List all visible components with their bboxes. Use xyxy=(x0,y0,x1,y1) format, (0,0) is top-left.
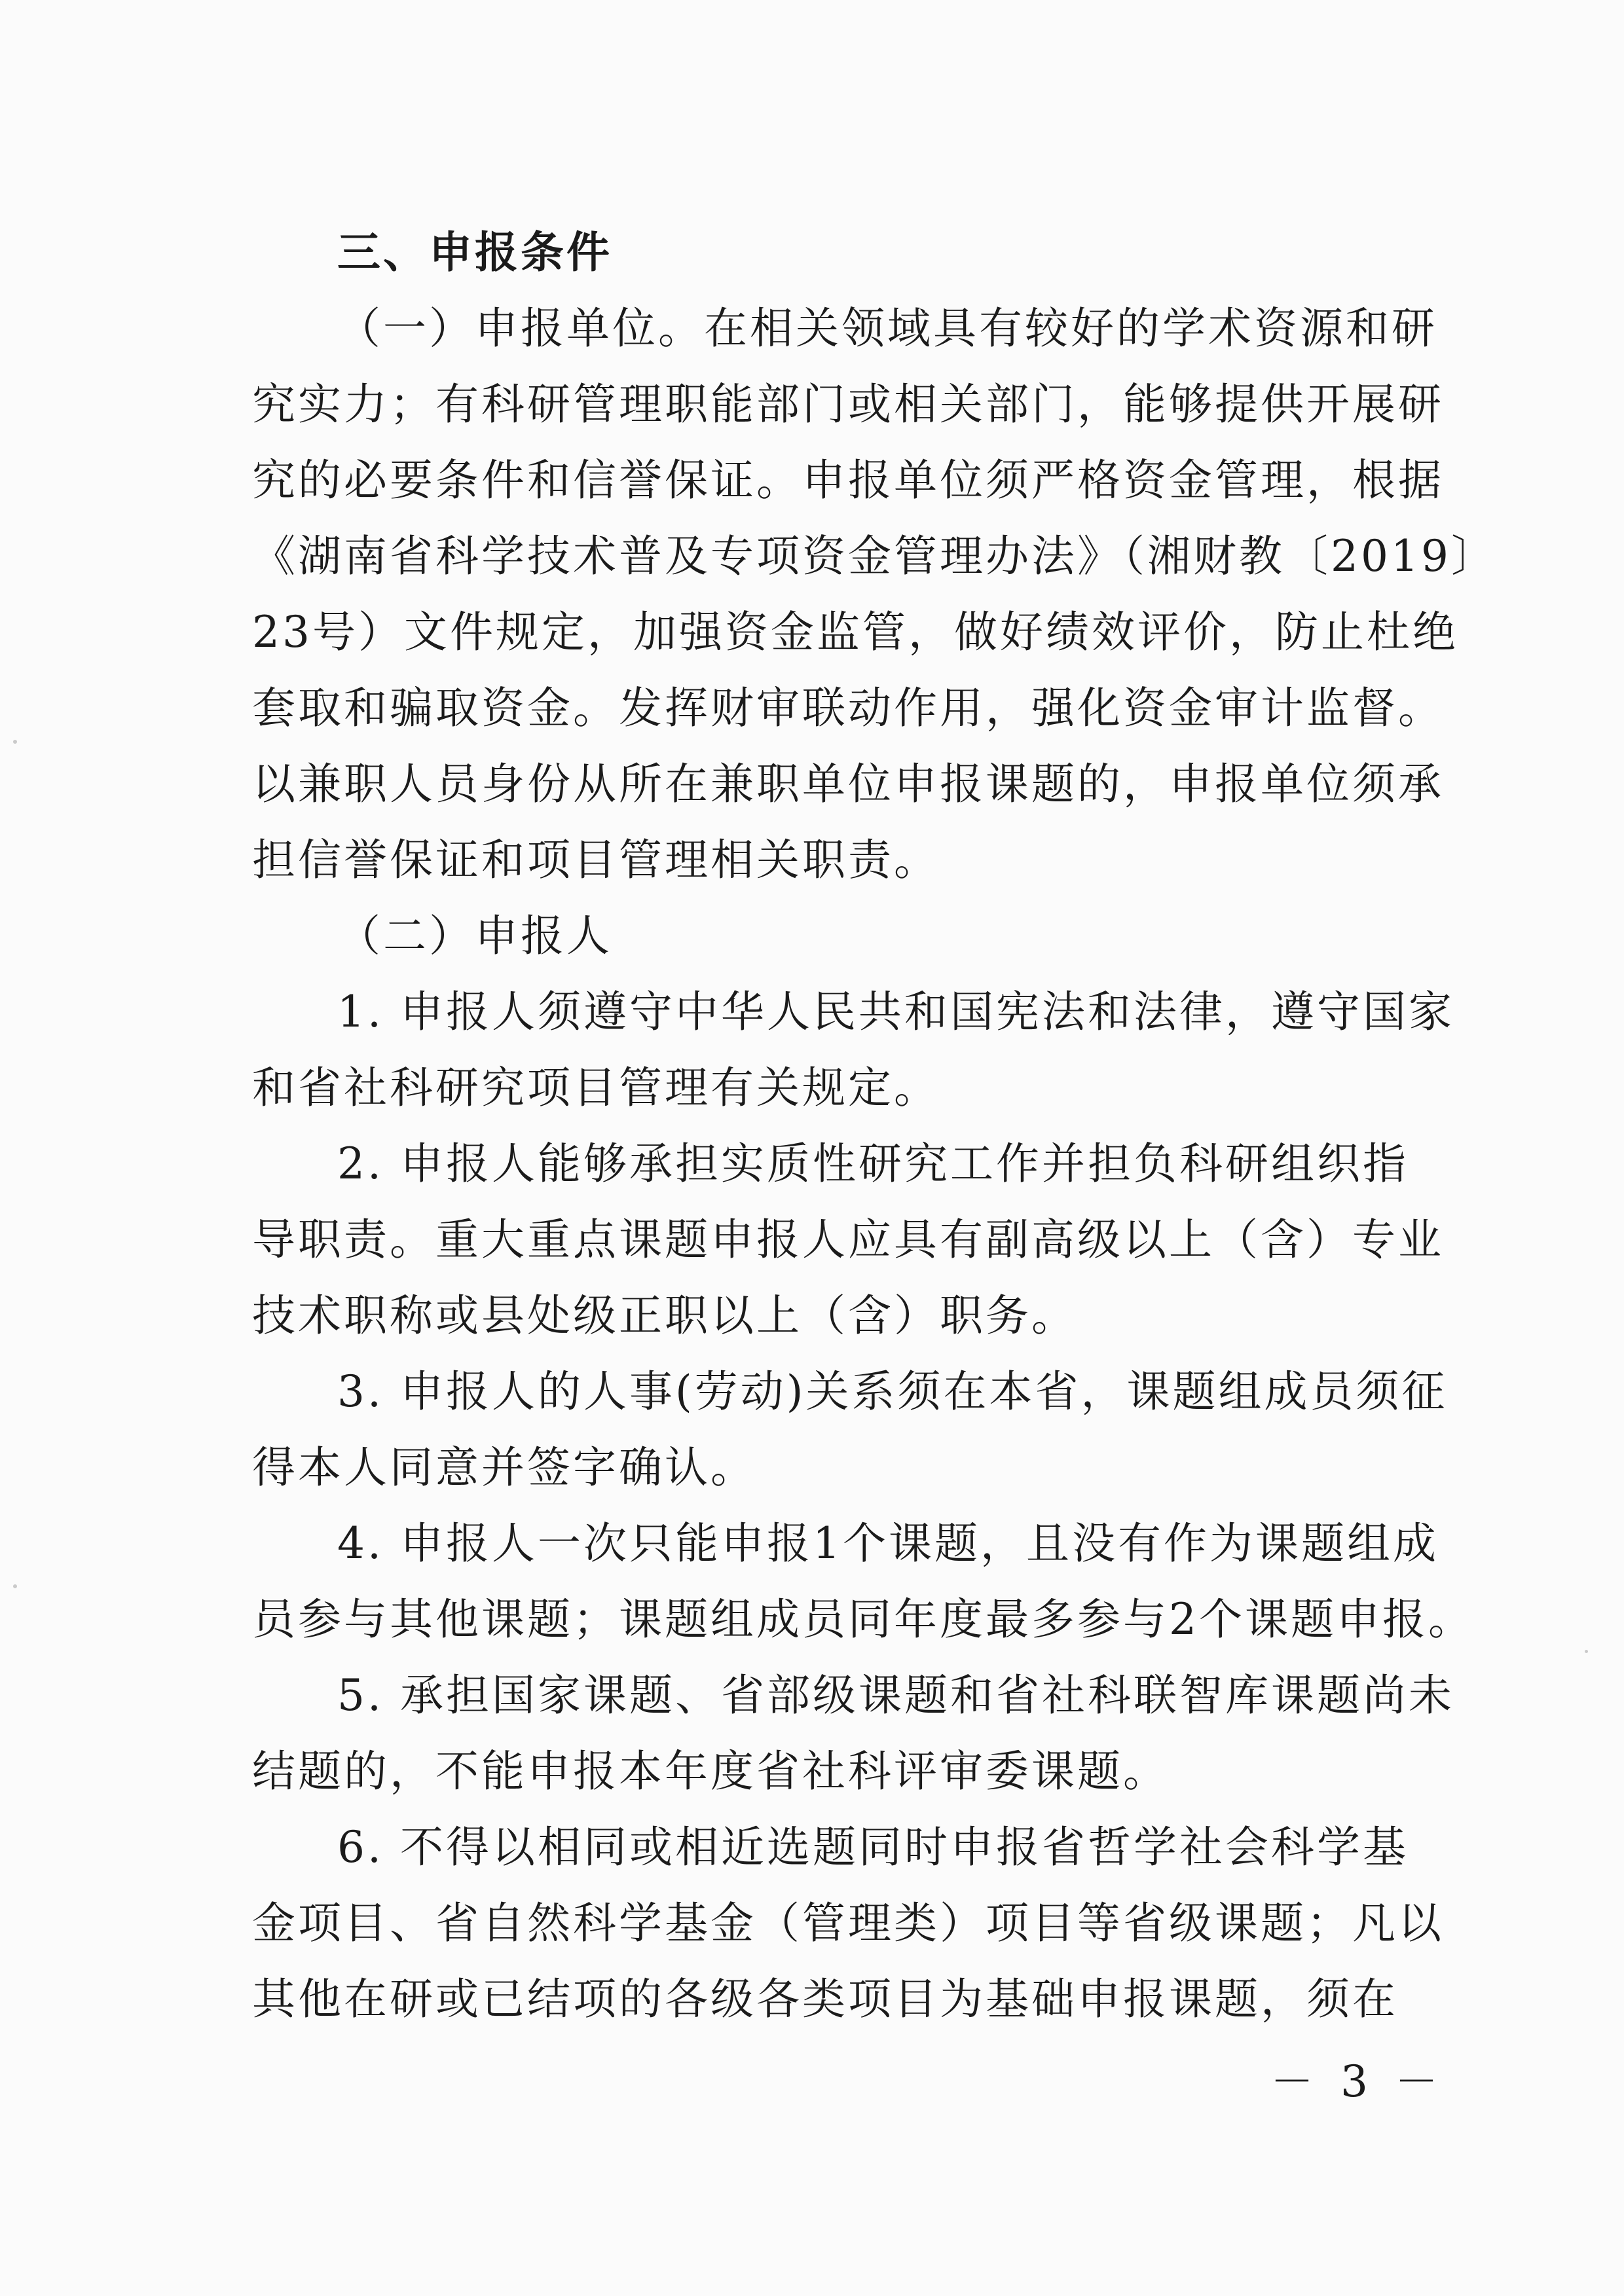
paragraph-line: 得本人同意并签字确认。 xyxy=(252,1442,756,1493)
paragraph-line: 23号）文件规定，加强资金监管，做好绩效评价，防止杜绝 xyxy=(252,607,1458,657)
subsection-heading: （二）申报人 xyxy=(337,911,612,961)
paragraph-line: 其他在研或已结项的各级各类项目为基础申报课题，须在 xyxy=(252,1974,1398,2024)
paragraph-line: 究实力；有科研管理职能部门或相关部门，能够提供开展研 xyxy=(252,379,1444,429)
paragraph-line: 《湖南省科学技术普及专项资金管理办法》（湘财教〔2019〕 xyxy=(252,531,1497,581)
paragraph-line: 技术职称或县处级正职以上（含）职务。 xyxy=(252,1290,1077,1341)
paragraph-line: 1. 申报人须遵守中华人民共和国宪法和法律，遵守国家 xyxy=(337,987,1454,1037)
paragraph-line: 金项目、省自然科学基金（管理类）项目等省级课题；凡以 xyxy=(252,1898,1444,1948)
paragraph-line: 4. 申报人一次只能申报1个课题，且没有作为课题组成 xyxy=(337,1518,1439,1569)
scan-speck xyxy=(1585,1650,1588,1653)
paragraph-line: 究的必要条件和信誉保证。申报单位须严格资金管理，根据 xyxy=(252,455,1444,505)
page-number: － 3 － xyxy=(1270,2056,1445,2107)
paragraph-line: 导职责。重大重点课题申报人应具有副高级以上（含）专业 xyxy=(252,1214,1444,1265)
paragraph-line: 担信誉保证和项目管理相关职责。 xyxy=(252,835,940,885)
paragraph-line: 员参与其他课题；课题组成员同年度最多参与2个课题申报。 xyxy=(252,1594,1474,1645)
paragraph-line: 以兼职人员身份从所在兼职单位申报课题的，申报单位须承 xyxy=(252,759,1444,809)
paragraph-line: 套取和骗取资金。发挥财审联动作用，强化资金审计监督。 xyxy=(252,683,1444,733)
paragraph-line: 3. 申报人的人事(劳动)关系须在本省，课题组成员须征 xyxy=(337,1366,1448,1417)
paragraph-line: 2. 申报人能够承担实质性研究工作并担负科研组织指 xyxy=(337,1139,1409,1189)
paragraph-line: 5. 承担国家课题、省部级课题和省社科联智库课题尚未 xyxy=(337,1670,1454,1721)
paragraph-line: （一）申报单位。在相关领域具有较好的学术资源和研 xyxy=(337,303,1437,354)
section-heading: 三、申报条件 xyxy=(337,227,612,278)
paragraph-line: 结题的，不能申报本年度省社科评审委课题。 xyxy=(252,1746,1169,1796)
paragraph-line: 6. 不得以相同或相近选题同时申报省哲学社会科学基 xyxy=(337,1822,1409,1872)
scan-speck xyxy=(13,740,17,744)
scan-speck xyxy=(13,1584,17,1588)
paragraph-line: 和省社科研究项目管理有关规定。 xyxy=(252,1063,940,1113)
